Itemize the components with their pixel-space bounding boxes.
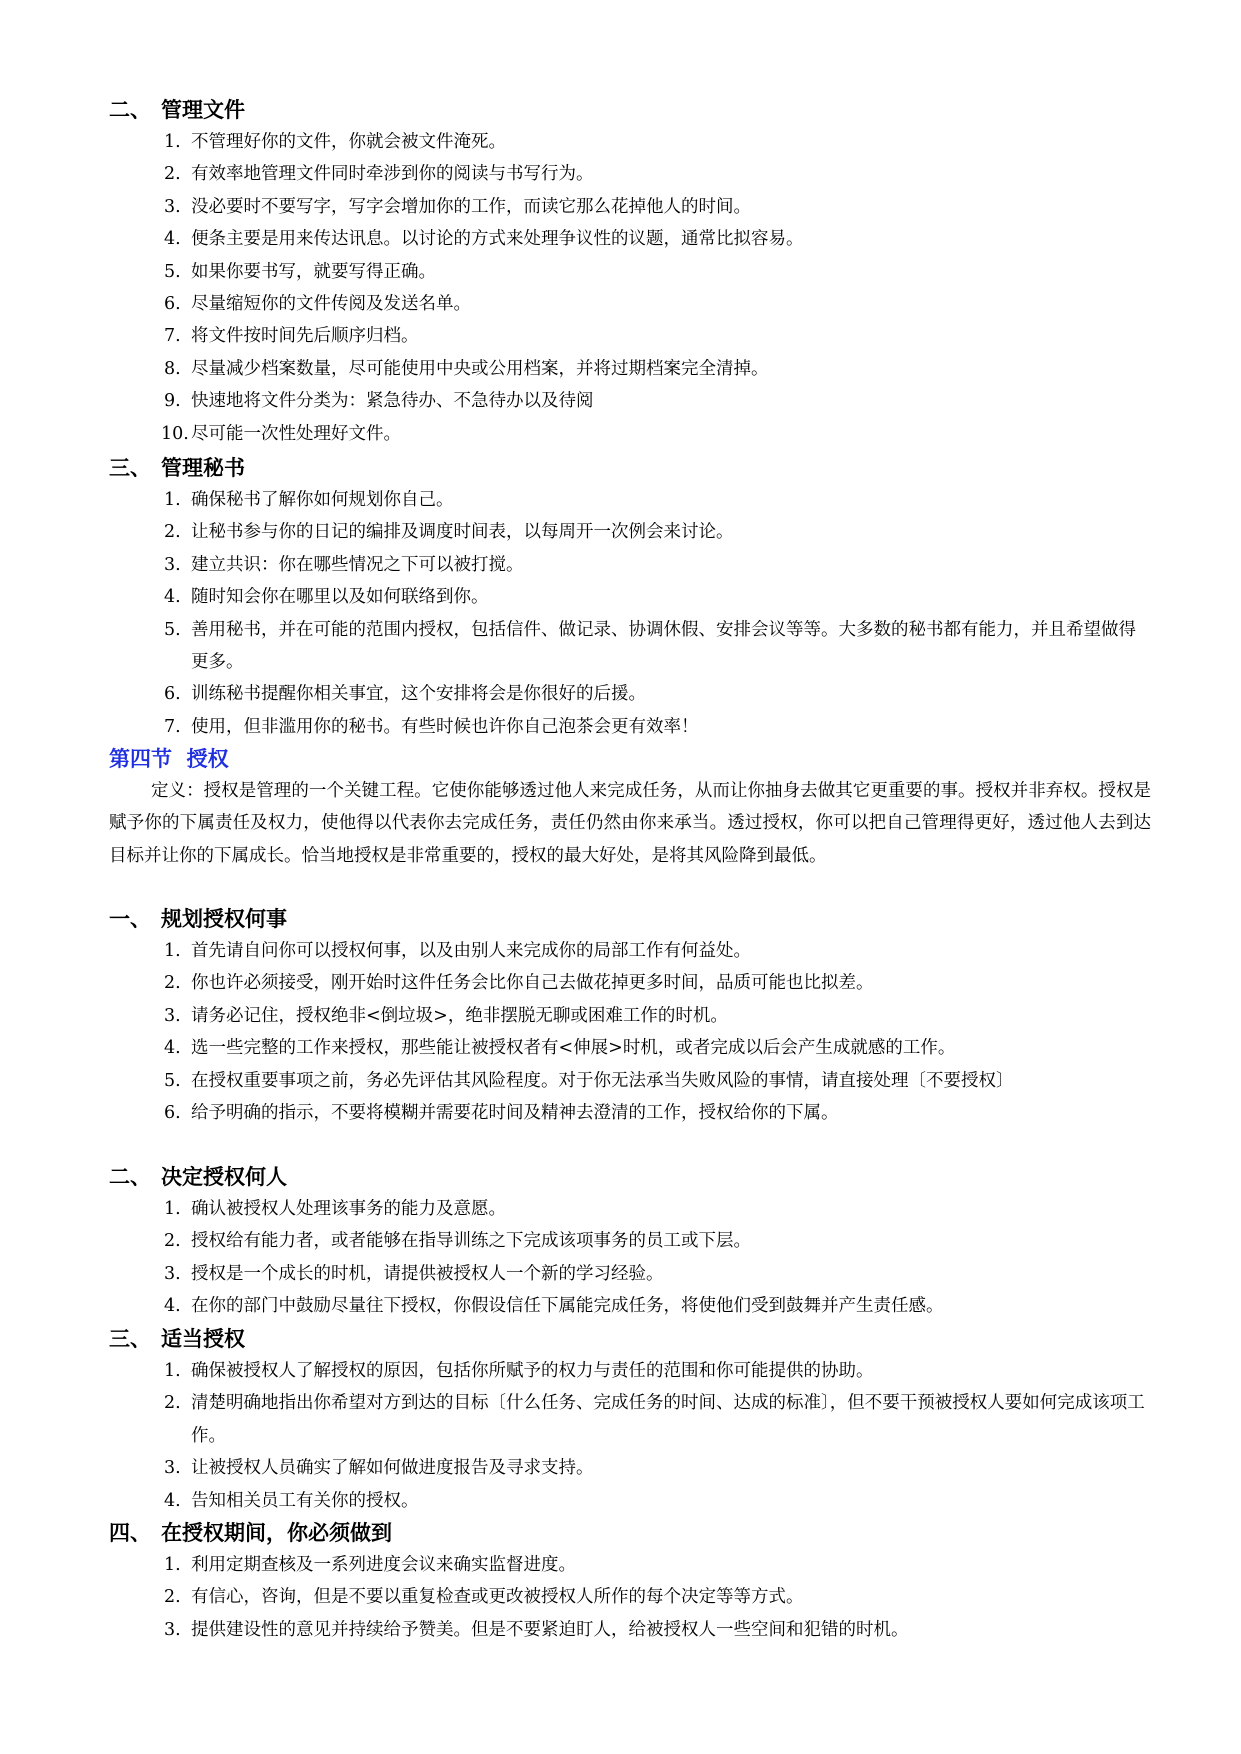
list-item-number: 3.: [164, 1619, 181, 1640]
list-item-number: 5.: [164, 619, 181, 640]
list-item-number: 2.: [164, 1587, 181, 1608]
list-item-text: 让秘书参与你的日记的编排及调度时间表，以每周开一次例会来讨论。: [191, 522, 734, 543]
section-number: 三、: [109, 1327, 151, 1351]
list-item-number: 2.: [164, 1231, 181, 1252]
list-item: [164, 353, 1151, 385]
list-item: [164, 1387, 1151, 1452]
list-item-number: 4.: [164, 1038, 181, 1059]
list-item-text: 首先请自问你可以授权何事，以及由别人来完成你的局部工作有何益处。: [191, 941, 751, 961]
list-item-text: 将文件按时间先后顺序归档。: [191, 326, 419, 347]
list-item-text: 随时知会你在哪里以及如何联络到你。: [191, 587, 489, 608]
list-item-text: 建立共识：你在哪些情况之下可以被打搅。: [191, 554, 524, 575]
list-item-text: 训练秘书提醒你相关事宜，这个安排将会是你很好的后援。: [191, 684, 646, 705]
list-item-text: 告知相关员工有关你的授权。: [191, 1490, 419, 1511]
list-item: [164, 614, 1151, 679]
section-title: 管理秘书: [161, 456, 245, 480]
list-item-text: 确保被授权人了解授权的原因，包括你所赋予的权力与责任的范围和你可能提供的协助。: [191, 1361, 874, 1381]
section-heading: [109, 1161, 1241, 1193]
section-s5: [0, 1323, 1241, 1517]
section-s4: [0, 1161, 1241, 1323]
section-title: 规划授权何事: [161, 907, 287, 931]
list-item-text: 提供建设性的意见并持续给予赞美。但是不要紧迫盯人，给被授权人一些空间和犯错的时机。: [191, 1619, 909, 1640]
list-item-text: 在授权重要事项之前，务必先评估其风险程度。对于你无法承当失败风险的事情，请直接处理〔不要授权〕: [191, 1070, 1014, 1091]
section-heading: [109, 94, 1241, 126]
list-item-text: 快速地将文件分类为：紧急待办、不急待办以及待阅: [191, 391, 594, 412]
list-item: [164, 1485, 1151, 1517]
section-number: 三、: [109, 456, 151, 480]
list-item-number: 10.: [161, 423, 189, 444]
definition-paragraph: 定义：授权是管理的一个关键工程。它使你能够透过他人来完成任务，从而让你抽身去做其它更重要的事。授权并非弃权。授权是赋予你的下属责任及权力，使他得以代表你去完成任务，责任仍然由你来承当。透过授权，你可以把自己管理得更好，透过他人去到达目标并让你的下属成长。恰当地授权是非常重要的，授权的最大好处，是将其风险降到最低。: [109, 781, 1151, 866]
list-item-number: 7.: [164, 326, 181, 347]
list-item-text: 便条主要是用来传达讯息。以讨论的方式来处理争议性的议题，通常比拟容易。: [191, 229, 804, 250]
list-item: [164, 223, 1151, 255]
section-title: 适当授权: [161, 1327, 245, 1351]
list-item-number: 3.: [164, 554, 181, 575]
section-heading: [109, 452, 1241, 484]
list-item: [164, 1225, 1151, 1257]
list-item: [164, 288, 1151, 320]
list-item-number: 3.: [164, 196, 181, 217]
list-item-text: 授权给有能力者，或者能够在指导训练之下完成该项事务的员工或下层。: [191, 1231, 751, 1252]
list-item-text: 给予明确的指示，不要将模糊并需要花时间及精神去澄清的工作，授权给你的下属。: [191, 1103, 839, 1124]
list-item-number: 6.: [164, 294, 181, 315]
section-number: 一、: [109, 907, 151, 931]
list-item: [164, 1193, 1151, 1225]
list-item-number: 1.: [164, 1555, 181, 1575]
list-item-number: 2.: [164, 164, 181, 185]
list-item-number: 1.: [164, 1361, 181, 1381]
list-item: [164, 1258, 1151, 1290]
list-item: [164, 1355, 1151, 1387]
list-item-text: 在你的部门中鼓励尽量往下授权，你假设信任下属能完成任务，将使他们受到鼓舞并产生责任感。: [191, 1296, 944, 1317]
section-s1: [0, 94, 1241, 450]
list-item-text: 利用定期查核及一系列进度会议来确实监督进度。: [191, 1555, 576, 1575]
list-item-text: 请务必记住，授权绝非<倒垃圾>，绝非摆脱无聊或困难工作的时机。: [191, 1005, 728, 1026]
list-item-text: 如果你要书写，就要写得正确。: [191, 261, 436, 282]
list-item-number: 2.: [164, 973, 181, 994]
list-item: [164, 1097, 1151, 1129]
list-item: [164, 1065, 1151, 1097]
section-number: 二、: [109, 98, 151, 122]
list-item-text: 不管理好你的文件，你就会被文件淹死。: [191, 132, 506, 152]
list-item-text: 确认被授权人处理该事务的能力及意愿。: [191, 1199, 506, 1219]
list-item-text: 尽量缩短你的文件传阅及发送名单。: [191, 294, 471, 315]
list-item: [164, 516, 1151, 548]
list-item-text: 选一些完整的工作来授权，那些能让被授权者有<伸展>时机，或者完成以后会产生成就感的工作。: [191, 1038, 956, 1059]
list-item-number: 4.: [164, 587, 181, 608]
list-item: [164, 935, 1151, 967]
list-item: [164, 1614, 1151, 1646]
list-item: [164, 320, 1151, 352]
list-item-text: 使用，但非滥用你的秘书。有些时候也许你自己泡茶会更有效率！: [191, 716, 699, 737]
list-item-number: 2.: [164, 522, 181, 543]
list-item: [164, 678, 1151, 710]
list-item-number: 9.: [164, 391, 181, 412]
section-s3: [0, 903, 1241, 1129]
section-title: 在授权期间，你必须做到: [161, 1521, 392, 1545]
list-item-number: 6.: [164, 1103, 181, 1124]
section-s2: [0, 452, 1241, 743]
list-item: [164, 256, 1151, 288]
list-item: [164, 484, 1151, 516]
section-number: 二、: [109, 1165, 151, 1189]
list-item: [164, 1032, 1151, 1064]
section-heading: [109, 903, 1241, 935]
list-item-number: 1.: [164, 490, 181, 510]
section-heading: [109, 1323, 1241, 1355]
list-item-number: 4.: [164, 1296, 181, 1317]
list-item-text: 确保秘书了解你如何规划你自己。: [191, 490, 454, 510]
section-title: 决定授权何人: [161, 1165, 287, 1189]
section-heading: [109, 1517, 1241, 1549]
list-item-number: 6.: [164, 684, 181, 705]
list-item-text: 清楚明确地指出你希望对方到达的目标〔什么任务、完成任务的时间、达成的标准〕，但不要干预被授权人要如何完成该项工作。: [191, 1393, 1145, 1446]
list-item: [164, 126, 1151, 158]
list-item: [164, 385, 1151, 417]
list-item: [164, 1581, 1151, 1613]
list-item-number: 3.: [164, 1263, 181, 1284]
list-item: [164, 549, 1151, 581]
list-item-number: 5.: [164, 1070, 181, 1091]
chapter-title: 第四节 授权: [109, 747, 229, 771]
list-item-number: 3.: [164, 1458, 181, 1479]
list-item: [164, 1452, 1151, 1484]
list-item-number: 4.: [164, 229, 181, 250]
chapter-block: [0, 743, 1241, 872]
list-item: [164, 581, 1151, 613]
list-item-number: 2.: [164, 1393, 181, 1414]
list-item: [164, 158, 1151, 190]
list-item-number: 5.: [164, 261, 181, 282]
list-item-number: 1.: [164, 1199, 181, 1219]
list-item: [164, 1290, 1151, 1322]
list-item-number: 1.: [164, 132, 181, 152]
list-item-text: 尽量减少档案数量，尽可能使用中央或公用档案，并将过期档案完全清掉。: [191, 358, 769, 379]
list-item-number: 7.: [164, 716, 181, 737]
list-item: [164, 191, 1151, 223]
list-item-text: 有信心，咨询，但是不要以重复检查或更改被授权人所作的每个决定等等方式。: [191, 1587, 804, 1608]
list-item-text: 尽可能一次性处理好文件。: [191, 423, 401, 444]
list-item-number: 3.: [164, 1005, 181, 1026]
list-item: [164, 1549, 1151, 1581]
section-number: 四、: [109, 1521, 151, 1545]
list-item-number: 8.: [164, 358, 181, 379]
list-item: [161, 418, 1151, 450]
list-item-number: 4.: [164, 1490, 181, 1511]
list-item: [164, 967, 1151, 999]
list-item: [164, 1000, 1151, 1032]
list-item-number: 1.: [164, 941, 181, 961]
list-item-text: 善用秘书，并在可能的范围内授权，包括信件、做记录、协调休假、安排会议等等。大多数的秘书都有能力，并且希望做得更多。: [191, 619, 1136, 673]
list-item-text: 没必要时不要写字，写字会增加你的工作，而读它那么花掉他人的时间。: [191, 196, 751, 217]
list-item-text: 有效率地管理文件同时牵涉到你的阅读与书写行为。: [191, 164, 594, 185]
list-item-text: 你也许必须接受，刚开始时这件任务会比你自己去做花掉更多时间，品质可能也比拟差。: [191, 973, 874, 994]
list-item-text: 授权是一个成长的时机，请提供被授权人一个新的学习经验。: [191, 1263, 664, 1284]
section-s6: [0, 1517, 1241, 1646]
list-item-text: 让被授权人员确实了解如何做进度报告及寻求支持。: [191, 1458, 594, 1479]
list-item: [164, 711, 1151, 743]
section-title: 管理文件: [161, 98, 245, 122]
